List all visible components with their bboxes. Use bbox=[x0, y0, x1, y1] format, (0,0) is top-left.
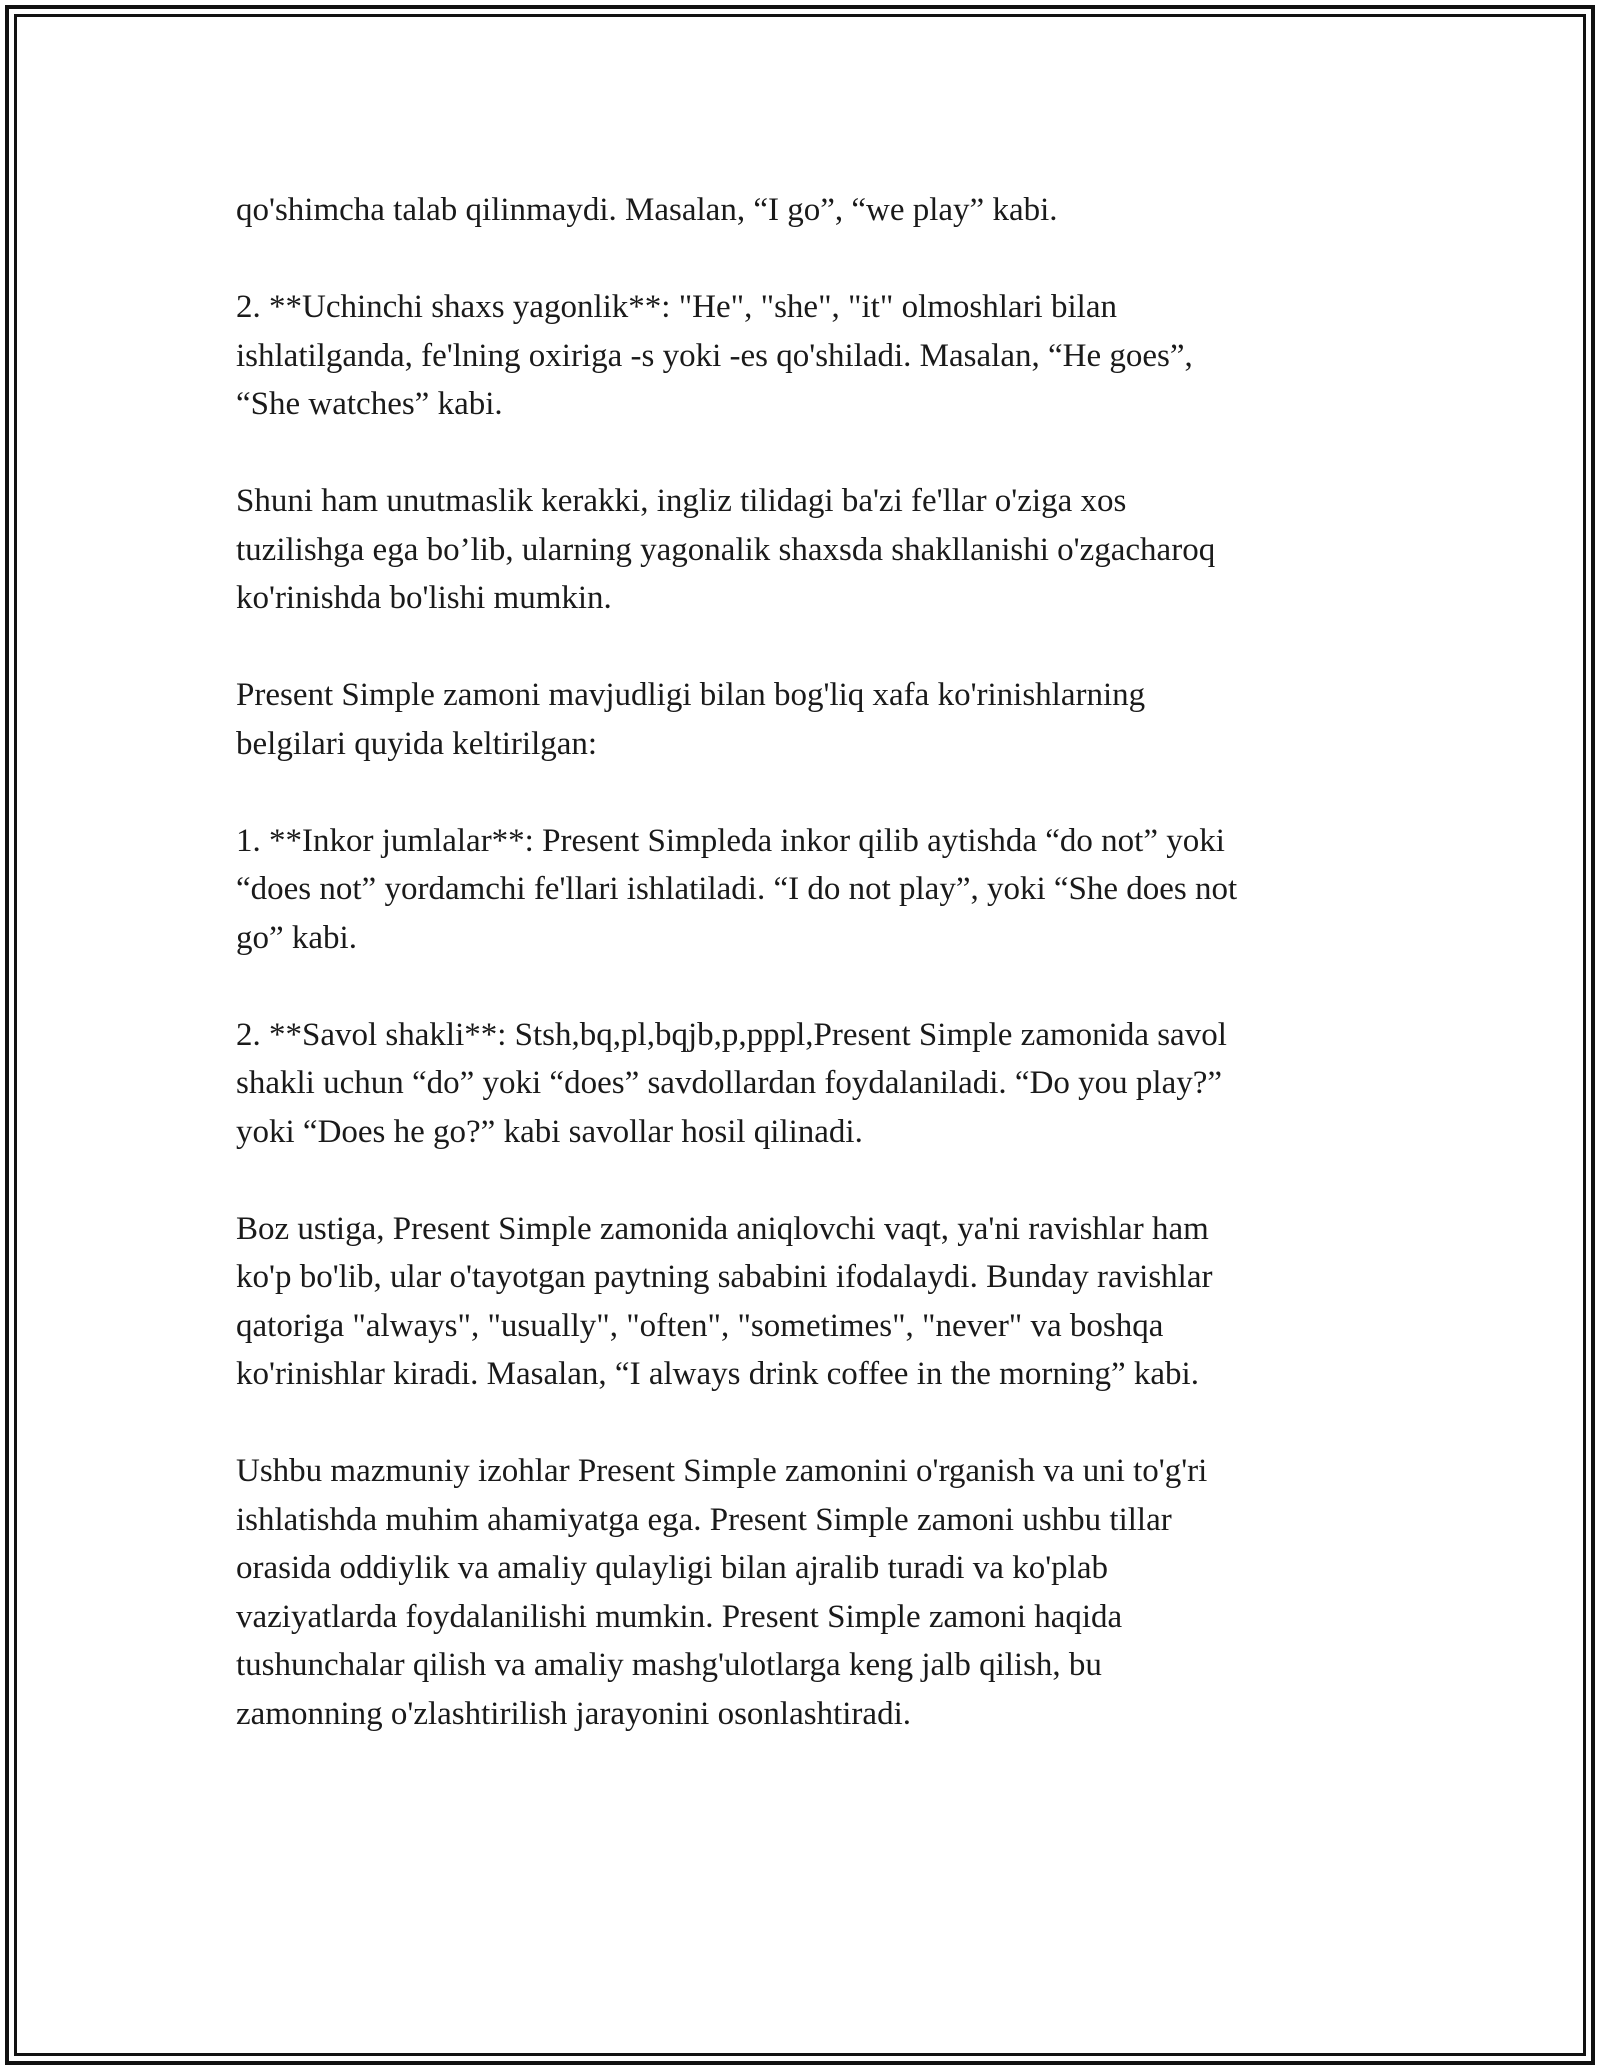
text-line: tushunchalar qilish va amaliy mashg'ulotlarga keng jalb qilish, bu bbox=[236, 1647, 1102, 1683]
text-line: “does not” yordamchi fe'llari ishlatiladi. “I do not play”, yoki “She does not bbox=[236, 871, 1238, 907]
paragraph-4 bbox=[236, 671, 1366, 768]
paragraph-8 bbox=[236, 1447, 1366, 1738]
text-line: “She watches” kabi. bbox=[236, 386, 503, 422]
text-line: vaziyatlarda foydalanilishi mumkin. Present Simple zamoni haqida bbox=[236, 1598, 1123, 1635]
paragraph-7 bbox=[236, 1205, 1366, 1399]
paragraph-2 bbox=[236, 283, 1366, 429]
text-line: Shuni ham unutmaslik kerakki, ingliz tilidagi ba'zi fe'llar o'ziga xos bbox=[236, 483, 1127, 519]
text-line: orasida oddiylik va amaliy qulayligi bilan ajralib turadi va ko'plab bbox=[236, 1550, 1108, 1586]
text-line: yoki “Does he go?” kabi savollar hosil qilinadi. bbox=[236, 1113, 863, 1150]
text-line: Present Simple zamoni mavjudligi bilan bog'liq xafa ko'rinishlarning bbox=[236, 677, 1146, 713]
paragraph-3 bbox=[236, 477, 1366, 623]
text-line: qo'shimcha talab qilinmaydi. Masalan, “I go”, “we play” kabi. bbox=[236, 192, 1058, 228]
paragraph-5 bbox=[236, 817, 1366, 963]
text-line: ishlatilganda, fe'lning oxiriga -s yoki -es qo'shiladi. Masalan, “He goes”, bbox=[236, 337, 1193, 374]
text-line: tuzilishga ega bo’lib, ularning yagonalik shaxsda shakllanishi o'zgacharoq bbox=[236, 531, 1216, 568]
text-line: ko'p bo'lib, ular o'tayotgan paytning sababini ifodalaydi. Bunday ravishlar bbox=[236, 1259, 1213, 1295]
paragraph-6 bbox=[236, 1011, 1366, 1157]
text-line: 1. **Inkor jumlalar**: Present Simpleda inkor qilib aytishda “do not” yoki bbox=[236, 822, 1225, 859]
text-line: belgilari quyida keltirilgan: bbox=[236, 725, 598, 762]
text-line: ko'rinishda bo'lishi mumkin. bbox=[236, 580, 612, 616]
text-line: 2. **Savol shakli**: Stsh,bq,pl,bqjb,p,pppl,Present Simple zamonida savol bbox=[236, 1016, 1227, 1053]
text-line: zamonning o'zlashtirilish jarayonini osonlashtiradi. bbox=[236, 1695, 911, 1732]
text-line: ko'rinishlar kiradi. Masalan, “I always drink coffee in the morning” kabi. bbox=[236, 1356, 1199, 1392]
text-line: Ushbu mazmuniy izohlar Present Simple zamonini o'rganish va uni to'g'ri bbox=[236, 1453, 1208, 1489]
text-line: shakli uchun “do” yoki “does” savdollardan foydalaniladi. “Do you play?” bbox=[236, 1065, 1223, 1101]
text-line: ishlatishda muhim ahamiyatga ega. Present Simple zamoni ushbu tillar bbox=[236, 1501, 1172, 1538]
text-line: Boz ustiga, Present Simple zamonida aniqlovchi vaqt, ya'ni ravishlar ham bbox=[236, 1210, 1209, 1247]
text-line: 2. **Uchinchi shaxs yagonlik**: "He", "she", "it" olmoshlari bilan bbox=[236, 289, 1117, 325]
document-body bbox=[236, 186, 1366, 1787]
text-line: go” kabi. bbox=[236, 919, 357, 956]
text-line: qatoriga "always", "usually", "often", "sometimes", "never" va boshqa bbox=[236, 1307, 1164, 1344]
paragraph-1 bbox=[236, 186, 1366, 235]
